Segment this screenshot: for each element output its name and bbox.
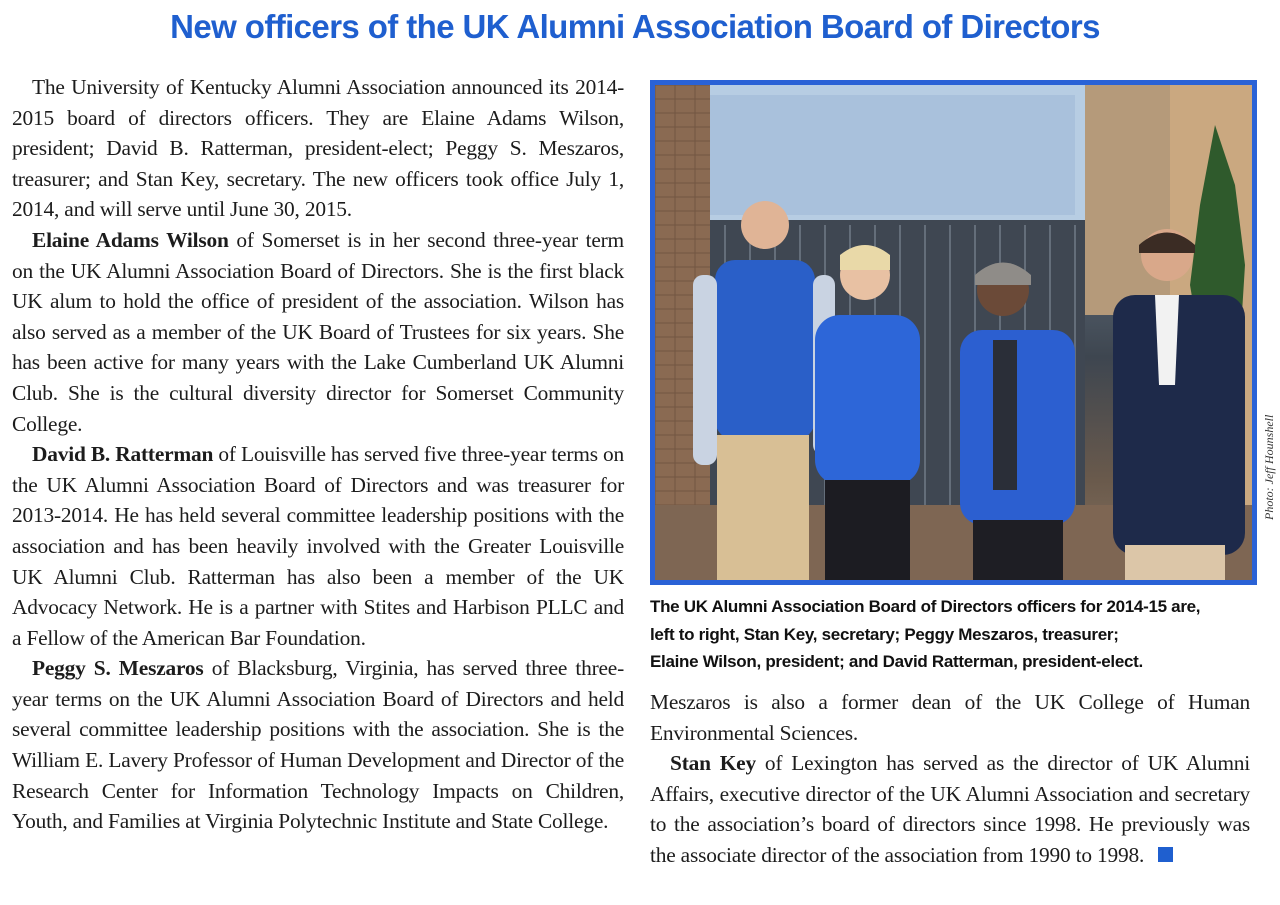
meszaros-continued-paragraph: Meszaros is also a former dean of the UK College of Human Environmental Sciences. — [650, 690, 1250, 745]
intro-paragraph: The University of Kentucky Alumni Association announced its 2014-2015 board of directors officers. They are Elaine Adams Wilson, president; David B. Ratterman, president-elect; Peggy S. Meszaros, treasurer; and Stan Key, secretary. The new officers took office July 1, 2014, and will serve until June 30, 2015. — [12, 75, 624, 222]
wilson-paragraph — [12, 225, 624, 439]
meszaros-name: Peggy S. Meszaros — [32, 656, 204, 681]
left-column — [12, 72, 624, 837]
officers-photo — [655, 85, 1252, 580]
caption-line-3: Elaine Wilson, president; and David Ratterman, president-elect. — [650, 652, 1143, 671]
photo-illustration — [655, 85, 1252, 580]
meszaros-text: of Blacksburg, Virginia, has served three three-year terms on the UK Alumni Association Board of Directors and held several committee leadership positions with the association. She is the William E. Lavery Professor of Human Development and Director of the Research Center for Information Technology Impacts on Children, Youth, and Families at Virginia Polytechnic Institute and State College. — [12, 656, 624, 834]
headline: New officers of the UK Alumni Association Board of Directors — [170, 8, 1100, 45]
ratterman-text: of Louisville has served five three-year terms on the UK Alumni Association Board of Directors and was treasurer for 2013-2014. He has held several committee leadership positions with the association and has been heavily involved with the Greater Louisville UK Alumni Club. Ratterman has also been a member of the UK Advocacy Network. He is a partner with Stites and Harbison PLLC and a Fellow of the American Bar Foundation. — [12, 442, 624, 650]
photo-caption — [650, 593, 1260, 676]
ratterman-name: David B. Ratterman — [32, 442, 214, 467]
meszaros-paragraph — [12, 653, 624, 837]
caption-line-2: left to right, Stan Key, secretary; Peggy Meszaros, treasurer; — [650, 624, 1119, 644]
key-paragraph — [650, 748, 1250, 870]
officers-photo-frame — [650, 80, 1257, 585]
photo-credit: Photo: Jeff Hounshell — [1262, 414, 1276, 520]
end-mark-icon — [1158, 847, 1173, 862]
key-text: of Lexington has served as the director of UK Alumni Affairs, executive director of the UK Alumni Association and secretary to the association’s board of directors since 1998. He previously was the associate director of the association from 1990 to 1998. — [650, 751, 1250, 867]
wilson-name: Elaine Adams Wilson — [32, 227, 229, 252]
key-name: Stan Key — [670, 751, 756, 776]
wilson-text: of Somerset is in her second three-year term on the UK Alumni Association Board of Directors. She is the first black UK alum to hold the office of president of the association. Wilson has also served as a member of the UK Board of Trustees for six years. She has been active for many years with the Lake Cumberland UK Alumni Club. She is the cultural diversity director for Somerset Community College. — [12, 227, 624, 436]
caption-line-1: The UK Alumni Association Board of Directors officers for 2014-15 are, — [650, 597, 1201, 616]
ratterman-paragraph — [12, 439, 624, 653]
right-column — [650, 687, 1250, 871]
